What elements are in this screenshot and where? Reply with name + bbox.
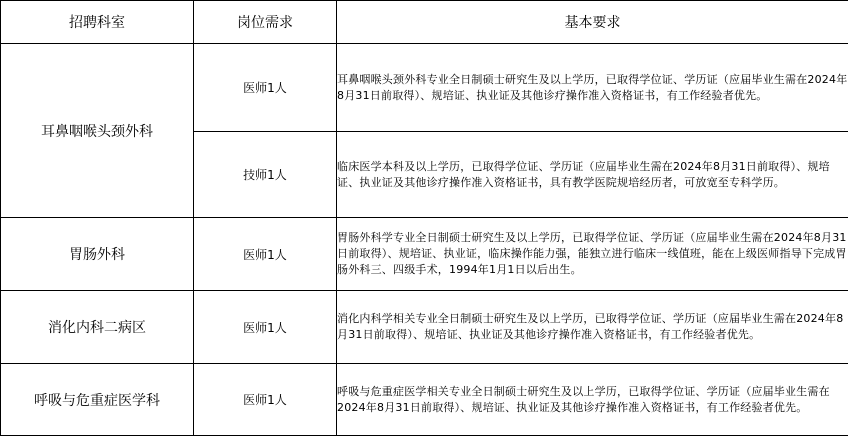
header-row bbox=[1, 1, 848, 44]
department-cell: 呼吸与危重症医学科 bbox=[1, 364, 194, 436]
header-department: 招聘科室 bbox=[1, 1, 194, 44]
requirements-cell: 消化内科学相关专业全日制硕士研究生及以上学历，已取得学位证、学历证（应届毕业生需在2024年8月31日前取得）、规培证、执业证及其他诊疗操作准入资格证书，有工作经验者优先。 bbox=[337, 291, 848, 364]
requirements-cell: 耳鼻咽喉头颈外科专业全日制硕士研究生及以上学历，已取得学位证、学历证（应届毕业生需在2024年8月31日前取得）、规培证、执业证及其他诊疗操作准入资格证书，有工作经验者优先。 bbox=[337, 44, 848, 132]
position-cell: 医师1人 bbox=[194, 364, 337, 436]
department-cell: 胃肠外科 bbox=[1, 218, 194, 291]
requirements-cell: 呼吸与危重症医学相关专业全日制硕士研究生及以上学历，已取得学位证、学历证（应届毕业生需在2024年8月31日前取得）、规培证、执业证及其他诊疗操作准入资格证书，有工作经验者优先。 bbox=[337, 364, 848, 436]
department-cell: 耳鼻咽喉头颈外科 bbox=[1, 44, 194, 218]
department-cell: 消化内科二病区 bbox=[1, 291, 194, 364]
requirements-cell: 胃肠外科学专业全日制硕士研究生及以上学历，已取得学位证、学历证（应届毕业生需在2024年8月31日前取得）、规培证、执业证，临床操作能力强，能独立进行临床一线值班，能在上级医师指导下完成胃肠外科三、四级手术，1994年1月1日以后出生。 bbox=[337, 218, 848, 291]
position-cell: 医师1人 bbox=[194, 291, 337, 364]
table-row bbox=[1, 218, 848, 291]
requirements-cell: 临床医学本科及以上学历，已取得学位证、学历证（应届毕业生需在2024年8月31日前取得）、规培证、执业证及其他诊疗操作准入资格证书，具有教学医院规培经历者，可放宽至专科学历。 bbox=[337, 132, 848, 218]
position-cell: 医师1人 bbox=[194, 44, 337, 132]
table-row bbox=[1, 44, 848, 132]
position-cell: 技师1人 bbox=[194, 132, 337, 218]
header-position: 岗位需求 bbox=[194, 1, 337, 44]
table-row bbox=[1, 364, 848, 436]
position-cell: 医师1人 bbox=[194, 218, 337, 291]
header-requirements: 基本要求 bbox=[337, 1, 848, 44]
table-row bbox=[1, 291, 848, 364]
